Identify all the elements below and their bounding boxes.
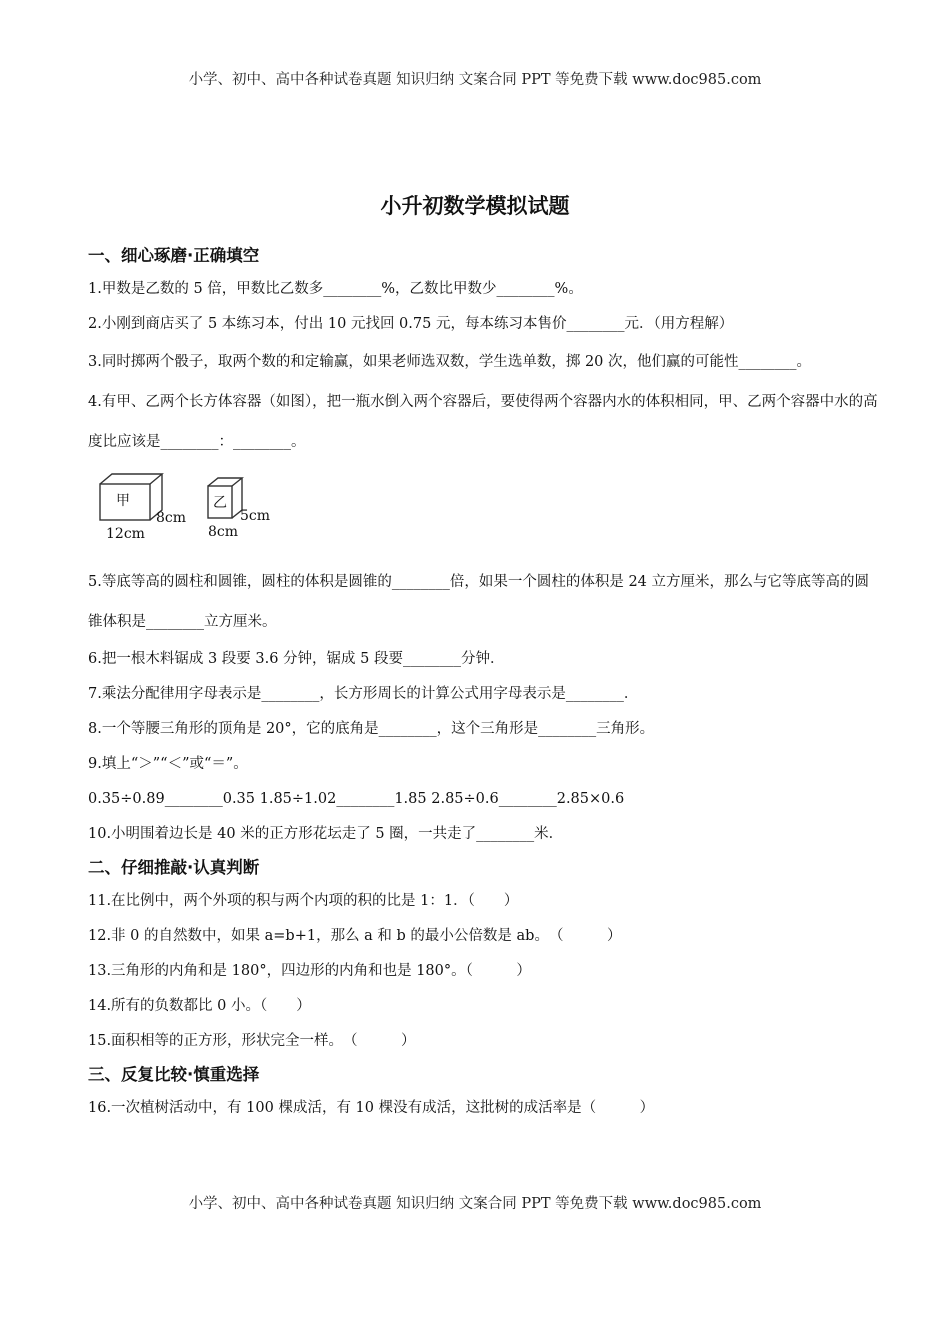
box-yi-label: 乙 [213, 495, 227, 511]
exam-content [88, 240, 878, 1126]
question-11: 11.在比例中，两个外项的积与两个内项的积的比是 1：1．（ ） [88, 893, 519, 909]
question-10: 10.小明围着边长是 40 米的正方形花坛走了 5 圈，一共走了________米． [88, 826, 564, 842]
page-title: 小升初数学模拟试题 [380, 194, 570, 218]
question-8: 8.一个等腰三角形的顶角是 20°，它的底角是________，这个三角形是________三角形。 [88, 721, 655, 737]
section-heading-fill-blank: 一、细心琢磨·正确填空 [88, 246, 260, 265]
question-5: 5.等底等高的圆柱和圆锥，圆柱的体积是圆锥的________倍，如果一个圆柱的体积是 24 立方厘米，那么与它等底等高的圆锥体积是________立方厘米。 [88, 574, 869, 630]
box-jia-length: 12cm [106, 526, 145, 542]
page-footer: 小学、初中、高中各种试卷真题 知识归纳 文案合同 PPT 等免费下载 www.doc985.com [188, 1196, 762, 1212]
question-2: 2.小刚到商店买了 5 本练习本，付出 10 元找回 0.75 元，每本练习本售价________元．（用方程解） [88, 316, 734, 332]
question-16: 16.一次植树活动中，有 100 棵成活，有 10 棵没有成活，这批树的成活率是（ ） [88, 1100, 655, 1116]
question-15: 15.面积相等的正方形，形状完全一样。 （ ） [88, 1033, 416, 1049]
question-3: 3.同时掷两个骰子，取两个数的和定输赢，如果老师选双数，学生选单数，掷 20 次，他们赢的可能性________。 [88, 354, 811, 370]
box-jia-height: 8cm [156, 510, 187, 526]
section-heading-choice: 三、反复比较·慎重选择 [88, 1065, 260, 1084]
question-4: 4.有甲、乙两个长方体容器（如图），把一瓶水倒入两个容器后，要使得两个容器内水的体积相同，甲、乙两个容器中水的高度比应该是________：________。 [88, 394, 878, 450]
question-9-items: 0.35÷0.89________0.35 1.85÷1.02________1.85 2.85÷0.6________2.85×0.6 [88, 791, 625, 807]
page-header: 小学、初中、高中各种试卷真题 知识归纳 文案合同 PPT 等免费下载 www.doc985.com [188, 72, 762, 88]
question-14: 14.所有的负数都比 0 小。（ ） [88, 998, 311, 1014]
question-12: 12.非 0 的自然数中，如果 a=b+1，那么 a 和 b 的最小公倍数是 ab。 （ ） [88, 928, 622, 944]
question-13: 13.三角形的内角和是 180°，四边形的内角和也是 180°。（ ） [88, 963, 531, 979]
box-yi-length: 8cm [208, 524, 239, 540]
question-9: 9.填上“＞”“＜”或“＝”。 [88, 756, 248, 772]
container-figure [88, 462, 288, 562]
question-7: 7.乘法分配律用字母表示是________，长方形周长的计算公式用字母表示是________． [88, 686, 639, 702]
question-1: 1.甲数是乙数的 5 倍，甲数比乙数多________%，乙数比甲数少________%。 [88, 281, 583, 297]
question-6: 6.把一根木料锯成 3 段要 3.6 分钟，锯成 5 段要________分钟． [88, 651, 505, 667]
box-yi-height: 5cm [240, 508, 271, 524]
section-heading-judgement: 二、仔细推敲·认真判断 [88, 858, 260, 877]
box-jia-label: 甲 [116, 493, 130, 509]
